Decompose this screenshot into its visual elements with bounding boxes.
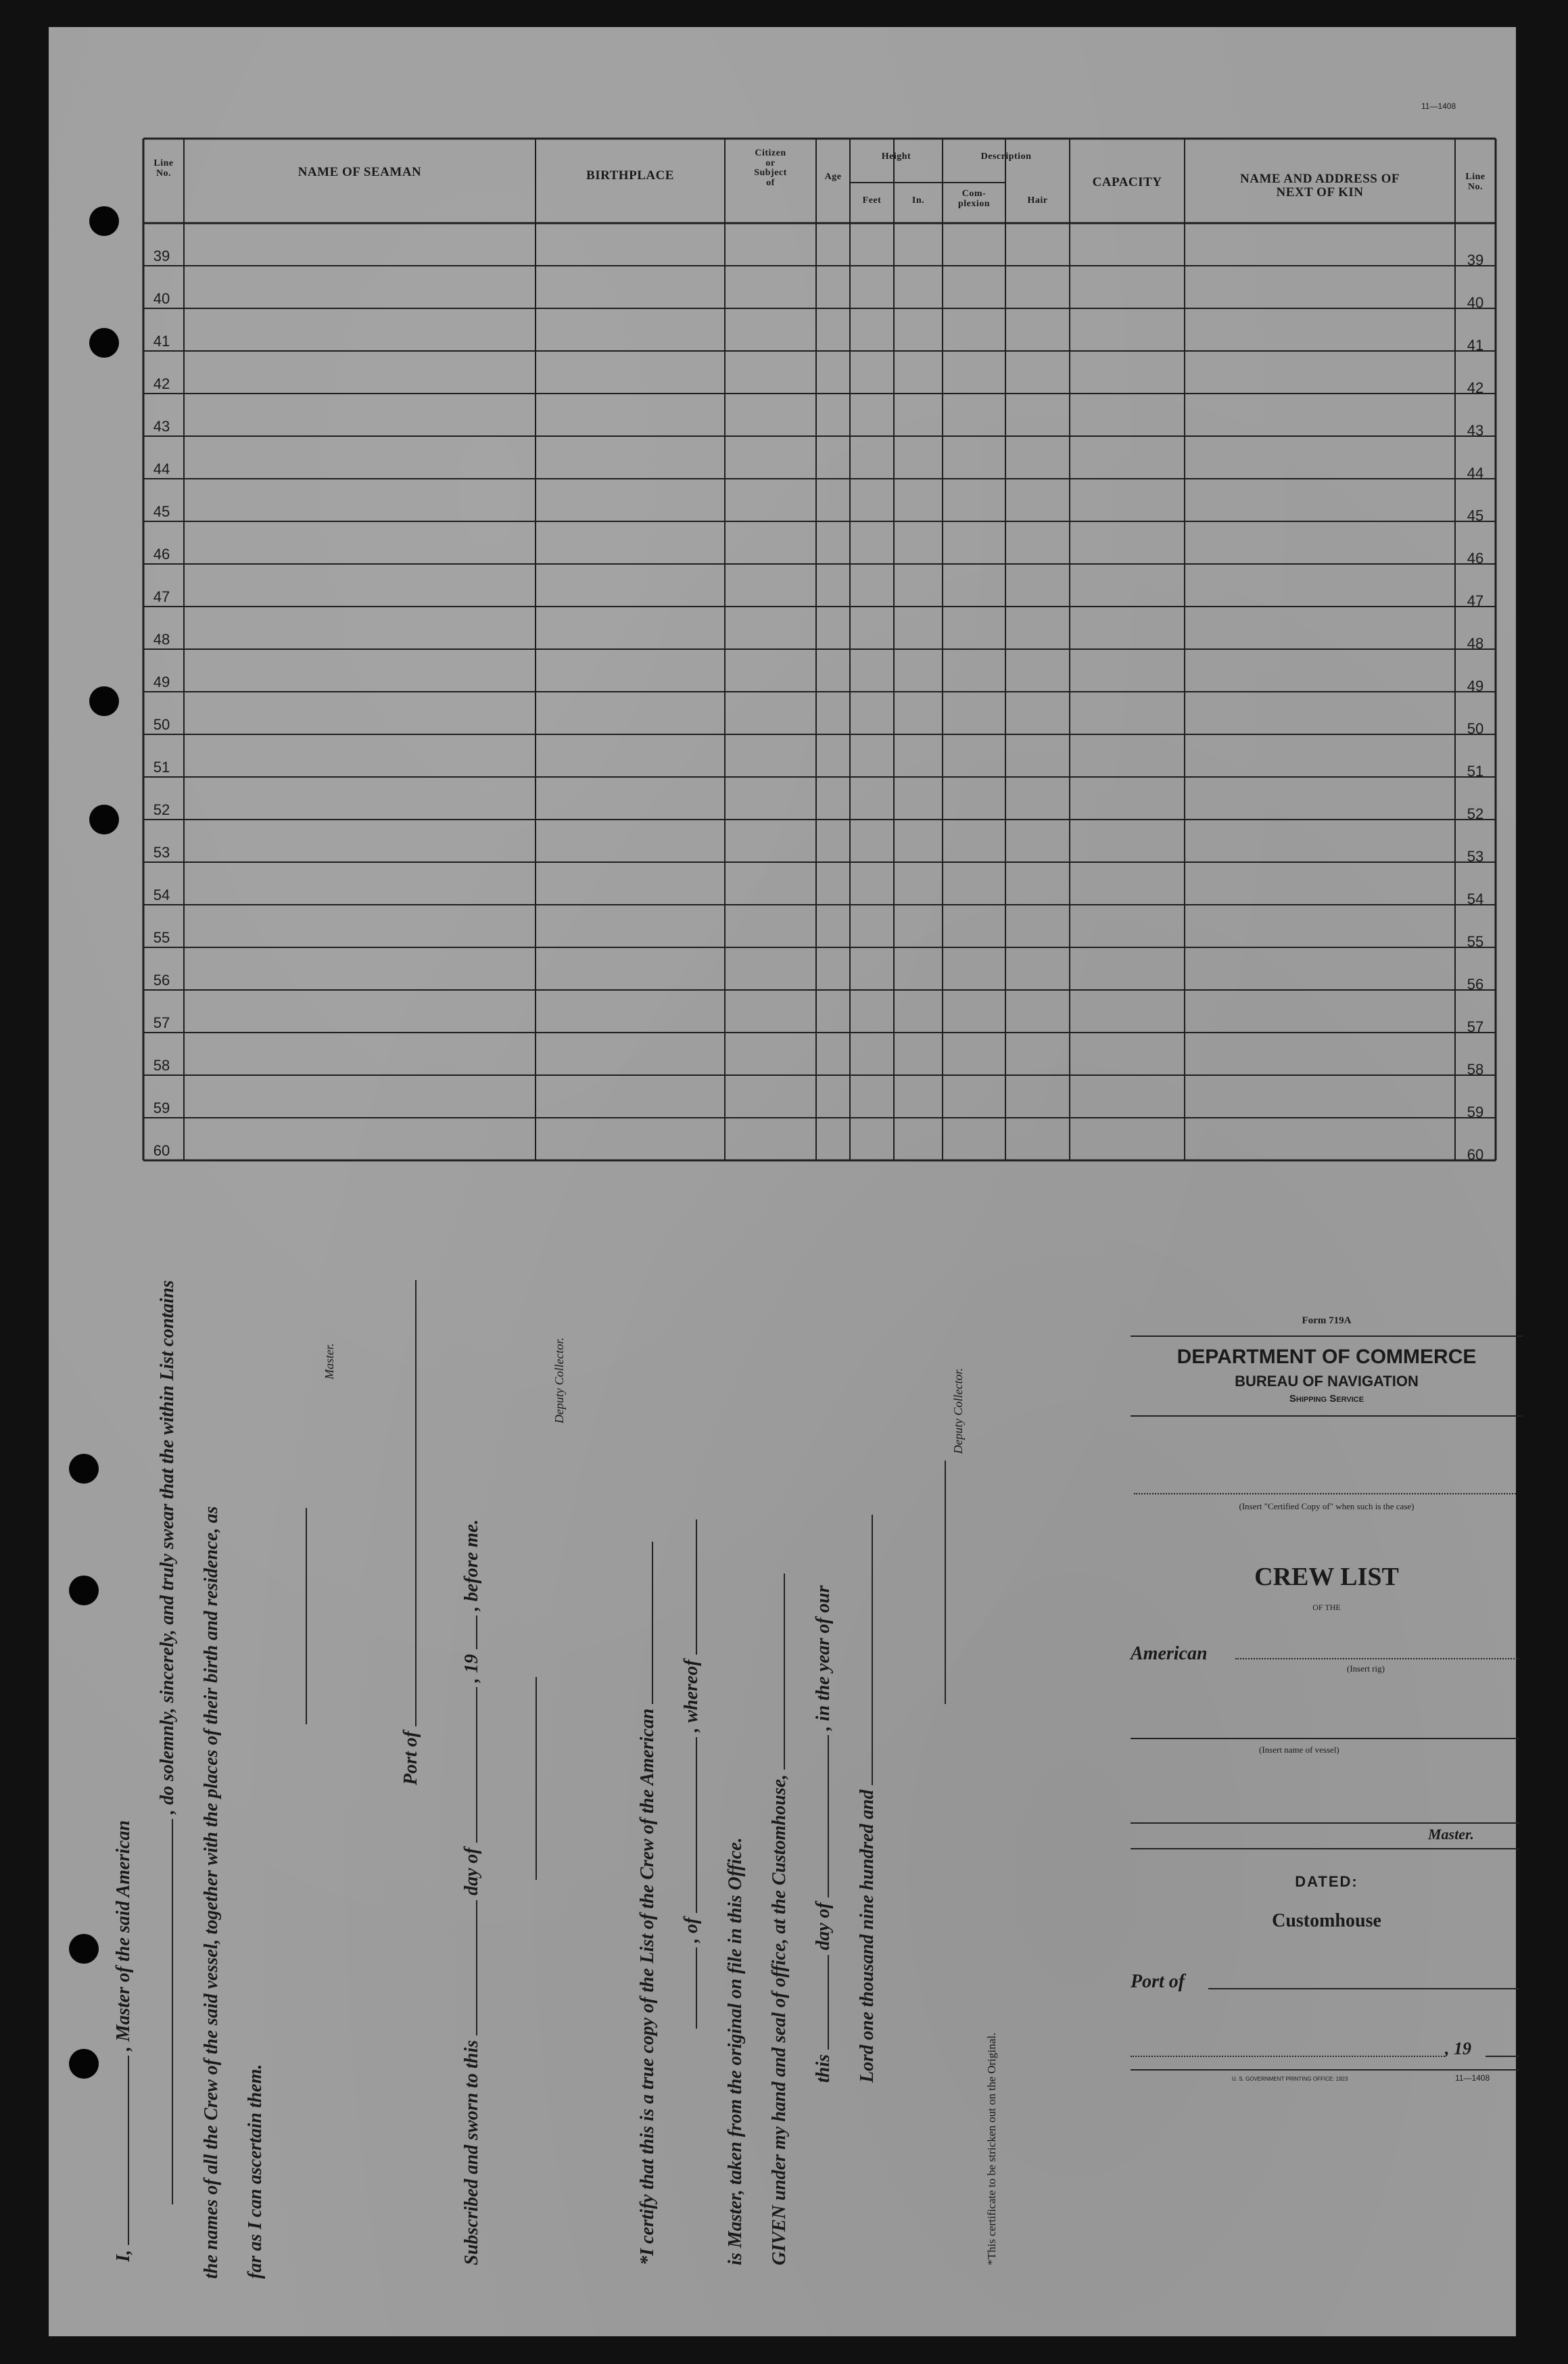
blank-port — [400, 1280, 417, 1726]
year-19-text: , 19 — [461, 1654, 482, 1683]
header-complexion: Com- plexion — [957, 189, 991, 209]
cover-form-code: 11—1408 — [1455, 2073, 1490, 2083]
oath-names: the names of all the Crew of the said vessel, together with the places of their birth and residence, as — [201, 1506, 222, 2279]
form-number: Form 719A — [1302, 1315, 1352, 1326]
blank-whereof — [681, 1519, 697, 1655]
dated-label: DATED: — [1295, 1873, 1358, 1890]
lord-line — [857, 1515, 878, 2083]
deputy-collector-text-2: Deputy Collector. — [951, 1368, 965, 1454]
day-of-text: day of — [461, 1847, 482, 1895]
header-age: Age — [824, 172, 842, 182]
row-number-right: 40 — [1467, 294, 1484, 311]
header-birthplace: BIRTHPLACE — [586, 168, 674, 183]
top-rule-2 — [1131, 1415, 1523, 1417]
row-number-right: 59 — [1467, 1104, 1484, 1120]
row-number-right: 53 — [1467, 848, 1484, 865]
punch-hole — [69, 1934, 99, 1964]
row-number-left: 53 — [153, 844, 170, 861]
row-number-left: 60 — [153, 1142, 170, 1159]
row-number-right: 56 — [1467, 976, 1484, 993]
form-code-top: 11—1408 — [1421, 101, 1456, 111]
date-19: , 19 — [1445, 2039, 1471, 2058]
certify-line — [637, 1542, 659, 2265]
day-of-text-2: day of — [813, 1902, 834, 1950]
oath-line-4 — [245, 2064, 266, 2279]
certified-copy-line — [1134, 1493, 1516, 1494]
row-number-left: 44 — [153, 460, 170, 477]
row-number-left: 59 — [153, 1100, 170, 1116]
row-number-left: 51 — [153, 759, 170, 776]
row-number-left: 39 — [153, 247, 170, 264]
row-number-right: 60 — [1467, 1146, 1484, 1163]
row-number-left: 55 — [153, 929, 170, 946]
master-signature-line — [306, 1508, 307, 1724]
row-number-right: 42 — [1467, 379, 1484, 396]
row-number-right: 47 — [1467, 592, 1484, 609]
deputy-collector-1 — [552, 1338, 567, 1423]
crew-table-grid — [49, 27, 1516, 1177]
master-line — [1131, 1822, 1519, 1824]
rig-line — [1235, 1658, 1519, 1659]
row-number-right: 51 — [1467, 763, 1484, 780]
service: Shipping Service — [1289, 1393, 1364, 1404]
oath-ascertain: far as I can ascertain them. — [245, 2064, 266, 2279]
row-number-left: 49 — [153, 673, 170, 690]
oath-line-2 — [157, 1280, 179, 2204]
blank-vessel — [637, 1542, 653, 1704]
punch-hole — [69, 1576, 99, 1605]
row-number-left: 57 — [153, 1014, 170, 1031]
row-number-right: 39 — [1467, 252, 1484, 268]
insert-rig: (Insert rig) — [1347, 1663, 1385, 1674]
row-number-left: 47 — [153, 588, 170, 605]
row-number-right: 49 — [1467, 678, 1484, 694]
collector-signature-line-2 — [945, 1461, 946, 1704]
row-number-right: 55 — [1467, 933, 1484, 950]
cover-master-label: Master. — [1428, 1826, 1474, 1843]
row-number-left: 50 — [153, 716, 170, 733]
deputy-collector-text-1: Deputy Collector. — [552, 1338, 566, 1423]
row-number-left: 43 — [153, 418, 170, 435]
deputy-collector-2 — [951, 1368, 966, 1454]
subscribed-line — [461, 1519, 483, 2265]
lord-text: Lord one thousand nine hundred and — [857, 1789, 878, 2083]
before-me-text: , before me. — [461, 1519, 482, 1611]
header-description: Description — [980, 151, 1032, 162]
row-number-right: 58 — [1467, 1061, 1484, 1078]
subscribed-text: Subscribed and sworn to this — [461, 2040, 482, 2265]
of-the: OF THE — [1312, 1603, 1341, 1612]
header-line-no-right: Line No. — [1465, 172, 1486, 192]
footnote-text: *This certificate to be stricken out on the Original. — [985, 2032, 998, 2265]
whereof-text: , whereof — [681, 1659, 702, 1732]
master-rule — [1131, 1848, 1519, 1849]
row-number-right: 46 — [1467, 550, 1484, 567]
row-number-right: 57 — [1467, 1018, 1484, 1035]
insert-vessel-name: (Insert name of vessel) — [1259, 1745, 1339, 1755]
crew-list-title: CREW LIST — [1254, 1563, 1399, 1591]
blank-month — [461, 1687, 477, 1843]
row-number-left: 45 — [153, 503, 170, 520]
header-line-no: Line No. — [153, 158, 174, 179]
blank-day — [461, 1900, 477, 2035]
row-number-right: 50 — [1467, 720, 1484, 737]
oath-swear: , do solemnly, sincerely, and truly swear that the within List contains — [157, 1280, 178, 1814]
oath-line-1 — [113, 1820, 135, 2262]
row-number-right: 54 — [1467, 891, 1484, 907]
master-label — [323, 1344, 337, 1380]
port-of-label: Port of — [1131, 1971, 1185, 1992]
blank-master-name — [113, 2056, 129, 2245]
header-next-of-kin: NAME AND ADDRESS OF NEXT OF KIN — [1240, 172, 1400, 199]
oath-i: I, — [113, 2250, 134, 2262]
collector-signature-line-1 — [536, 1677, 537, 1880]
row-number-right: 43 — [1467, 422, 1484, 439]
blank-customhouse — [769, 1574, 785, 1770]
of-text: , of — [681, 1917, 702, 1943]
row-number-left: 46 — [153, 546, 170, 563]
header-hair: Hair — [1027, 195, 1048, 206]
date-year-line — [1486, 2056, 1519, 2057]
given-text: GIVEN under my hand and seal of office, at the Customhouse, — [769, 1774, 790, 2265]
insert-certified: (Insert "Certified Copy of" when such is the case) — [1239, 1501, 1415, 1511]
row-number-right: 48 — [1467, 635, 1484, 652]
port-line — [1208, 1988, 1519, 1989]
blank-home-port — [681, 1737, 697, 1913]
header-height: Height — [881, 151, 911, 162]
is-master-line — [725, 1837, 746, 2265]
blank-vessel-name — [157, 1819, 173, 2204]
footnote — [985, 2033, 999, 2265]
is-master-text: is Master, taken from the original on file in this Office. — [725, 1837, 746, 2265]
date-line — [1131, 2056, 1445, 2057]
header-feet: Feet — [862, 195, 882, 206]
this-text: this — [813, 2054, 834, 2083]
master-text: Master. — [323, 1343, 336, 1379]
header-capacity: CAPACITY — [1092, 175, 1162, 189]
header-inches: In. — [911, 195, 925, 206]
cover-panel — [1124, 1305, 1529, 2238]
document-sheet — [49, 27, 1516, 2336]
blank-month-2 — [813, 1735, 829, 1897]
blank-day-2 — [813, 1955, 829, 2050]
port-of-line — [400, 1280, 422, 1785]
row-number-right: 52 — [1467, 805, 1484, 822]
department: DEPARTMENT OF COMMERCE — [1177, 1346, 1477, 1368]
bureau: BUREAU OF NAVIGATION — [1235, 1373, 1419, 1390]
of-whereof-line — [681, 1519, 703, 2029]
this-day-line — [813, 1586, 834, 2083]
vessel-name-line — [1131, 1738, 1519, 1739]
header-citizen: Citizen or Subject of — [754, 148, 787, 189]
row-number-left: 52 — [153, 801, 170, 818]
punch-hole — [69, 1454, 99, 1484]
row-number-left: 41 — [153, 333, 170, 350]
certify-text: *I certify that this is a true copy of the List of the Crew of the American — [637, 1708, 658, 2265]
customhouse-label: Customhouse — [1272, 1910, 1381, 1931]
row-number-left: 56 — [153, 972, 170, 989]
bottom-rule — [1131, 2069, 1519, 2071]
row-number-left: 58 — [153, 1057, 170, 1074]
punch-hole — [69, 2049, 99, 2079]
row-number-left: 40 — [153, 290, 170, 307]
row-number-left: 48 — [153, 631, 170, 648]
year-of-our-text: , in the year of our — [813, 1585, 834, 1731]
oath-line-3 — [201, 1506, 222, 2279]
row-number-right: 45 — [1467, 507, 1484, 524]
port-of-text: Port of — [400, 1730, 421, 1785]
row-number-right: 41 — [1467, 337, 1484, 354]
row-number-left: 42 — [153, 375, 170, 392]
printing-office: U. S. GOVERNMENT PRINTING OFFICE: 1923 — [1232, 2076, 1348, 2082]
oath-master-of: , Master of the said American — [113, 1820, 134, 2052]
top-rule-1 — [1131, 1335, 1523, 1337]
blank-year-2 — [857, 1515, 873, 1785]
blank-vessel-2 — [681, 1947, 697, 2029]
header-name-of-seaman: NAME OF SEAMAN — [298, 165, 422, 179]
row-number-left: 54 — [153, 886, 170, 903]
blank-year — [461, 1615, 477, 1649]
american-label: American — [1131, 1643, 1208, 1664]
given-line — [769, 1574, 790, 2265]
row-number-right: 44 — [1467, 465, 1484, 481]
